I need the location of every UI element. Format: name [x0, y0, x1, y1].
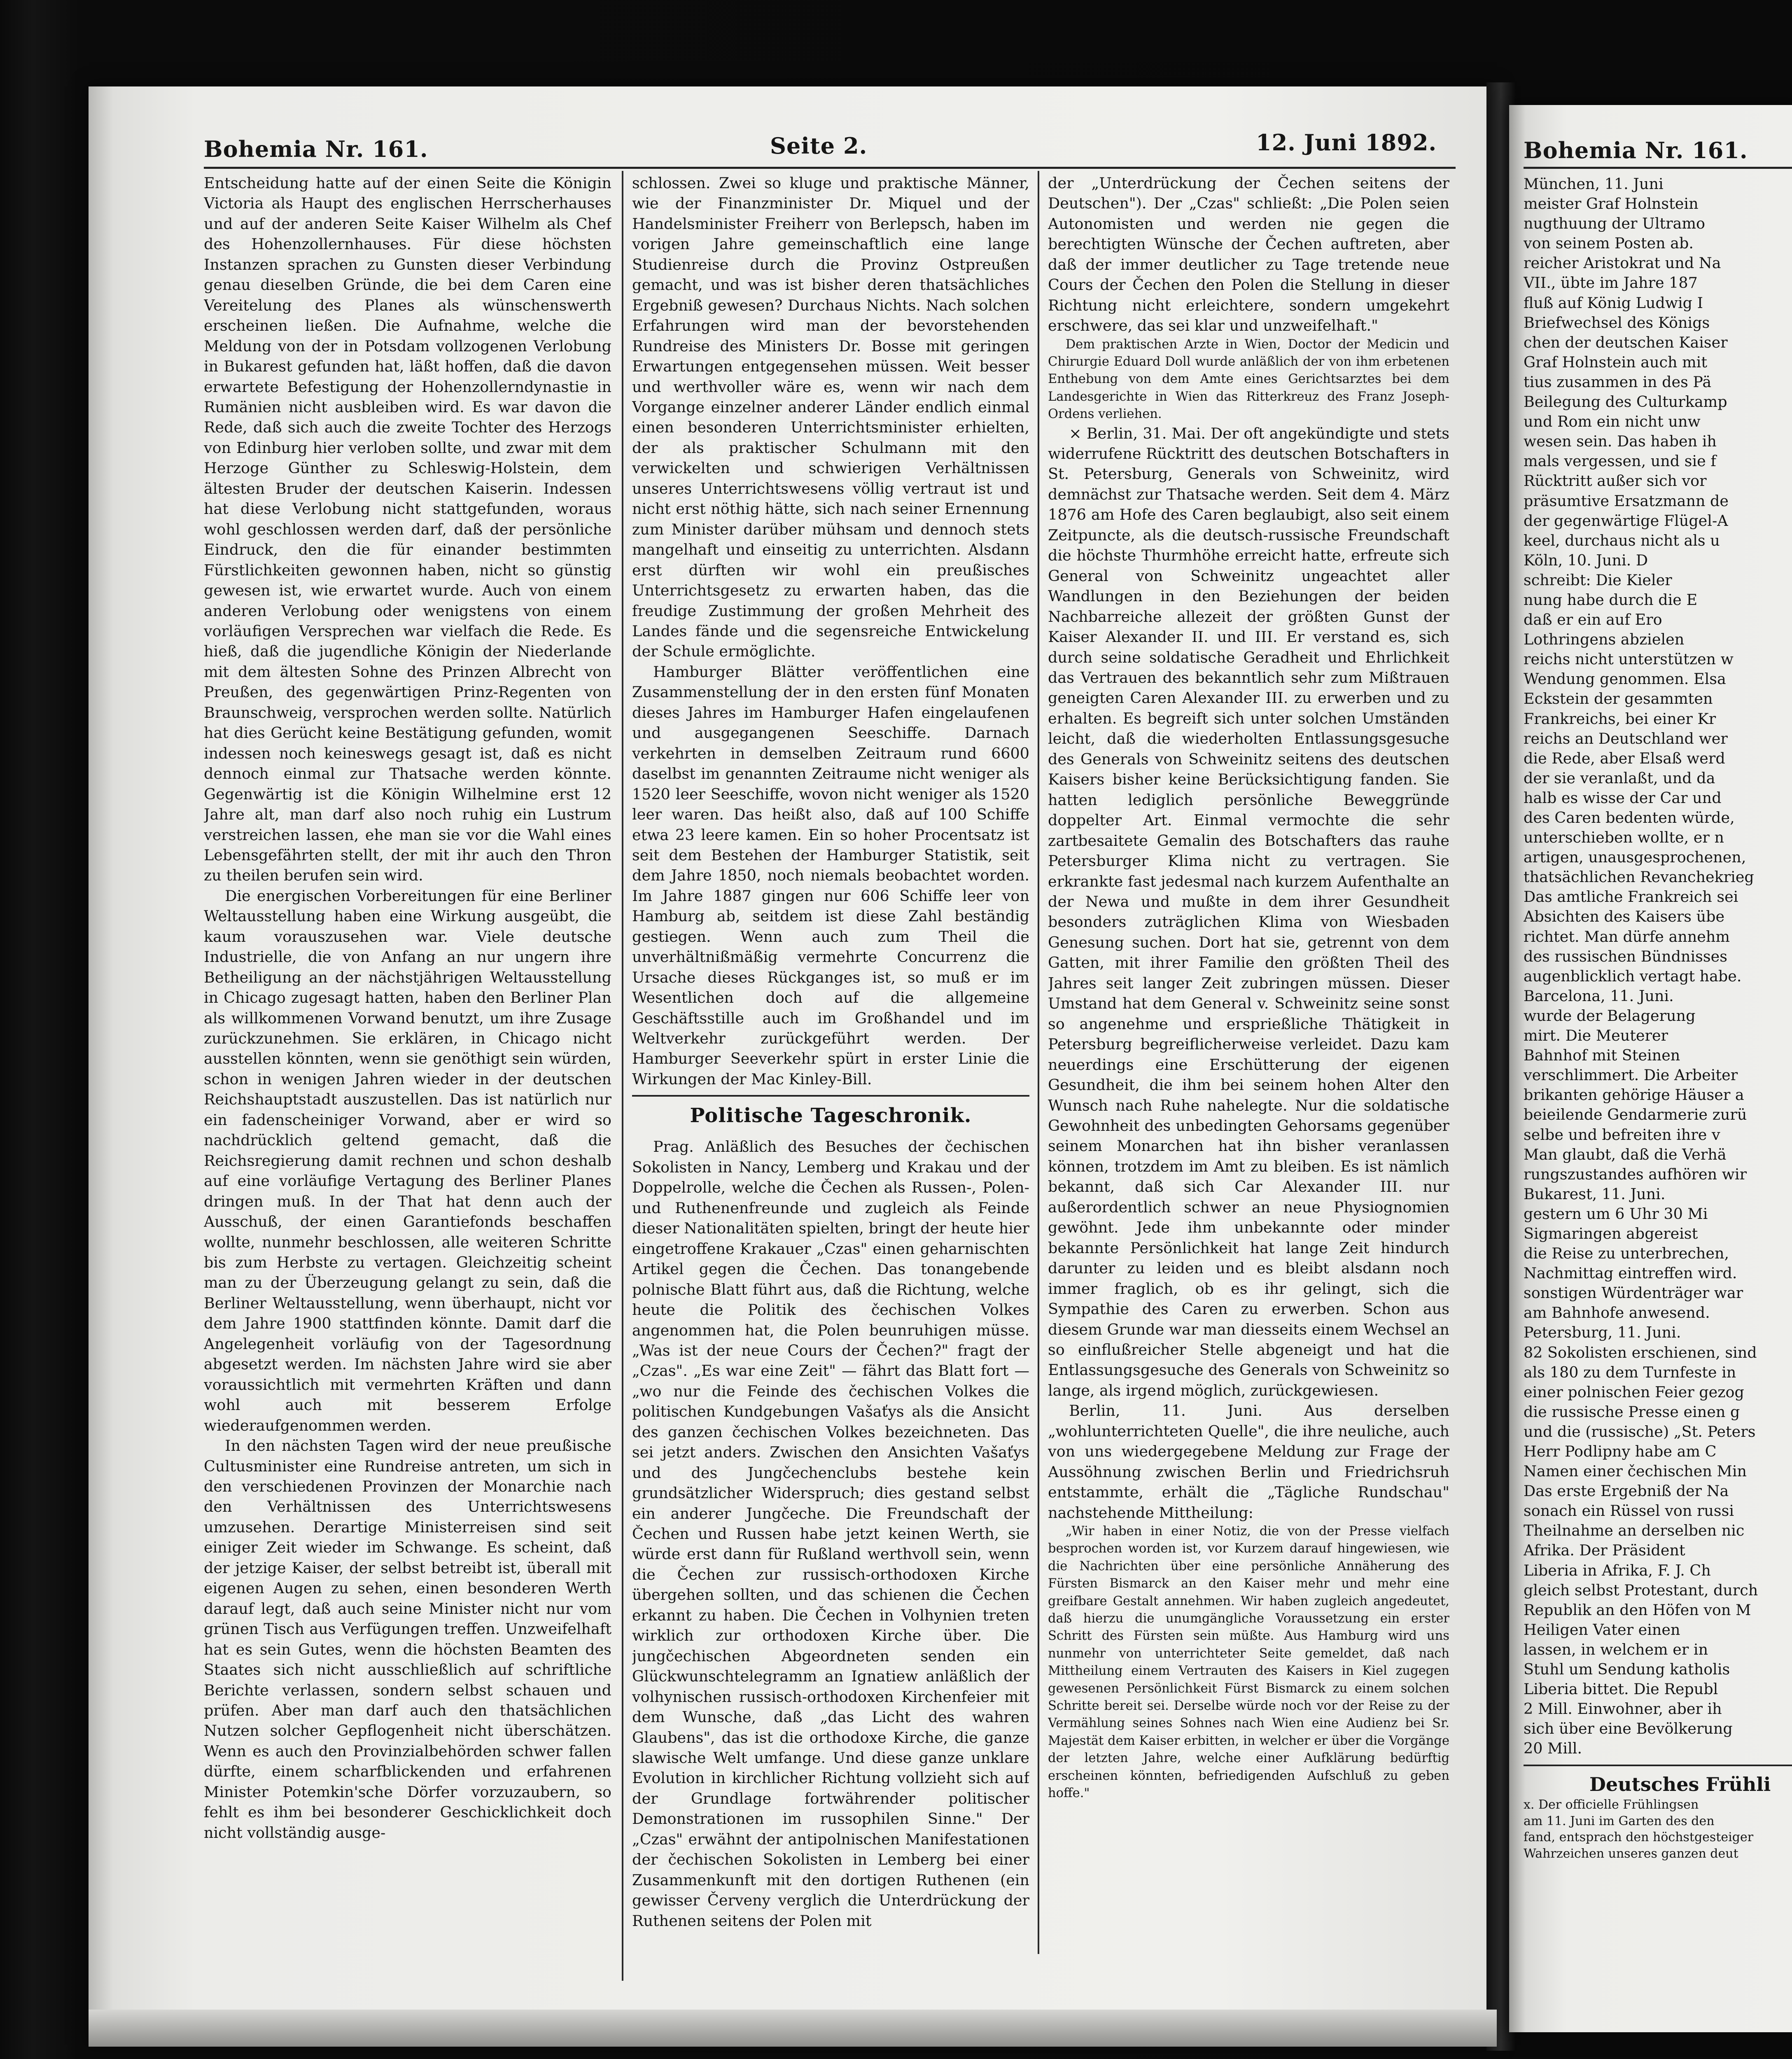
facing-line: richtet. Man dürfe annehm	[1524, 927, 1730, 945]
facing-line: Graf Holnstein auch mit	[1524, 353, 1708, 371]
facing-line: beieilende Gendarmerie zurü	[1524, 1106, 1747, 1124]
facing-line: Liberia in Afrika, F. J. Ch	[1524, 1561, 1711, 1579]
facing-line: fand, entsprach den höchstgesteiger	[1524, 1830, 1754, 1845]
facing-line: der sie veranlaßt, und da	[1524, 769, 1715, 787]
facing-line: VII., übte im Jahre 187	[1524, 274, 1698, 292]
article-paragraph: der „Unterdrückung der Čechen seitens der Deutschen"). Der „Czas" schließt: „Die Polen seien Autonomisten und werden nie gegen die berechtigten Wünsche der Čechen auftreten, aber daß der immer deutlicher zu Tage tretende neue Cours der Čechen den Polen die Stellung in dieser Richtung nicht erleichtere, sondern umgekehrt erschwere, das sei klar und unzweifelhaft."	[1048, 174, 1449, 335]
facing-line: meister Graf Holnstein	[1524, 195, 1699, 213]
facing-line: schreibt: Die Kieler	[1524, 571, 1672, 589]
facing-line: Afrika. Der Präsident	[1524, 1541, 1685, 1559]
facing-line: unterschieben wollte, er n	[1524, 829, 1724, 847]
facing-line: Das amtliche Frankreich sei	[1524, 888, 1738, 906]
facing-line: Briefwechsel des Königs	[1524, 313, 1710, 331]
facing-line: rungszustandes aufhören wir	[1524, 1165, 1747, 1183]
facing-line: mals vergessen, und sie f	[1524, 452, 1716, 470]
facing-line: mirt. Die Meuterer	[1524, 1027, 1668, 1045]
facing-line: Köln, 10. Juni. D	[1524, 551, 1648, 569]
facing-line: gestern um 6 Uhr 30 Mi	[1524, 1205, 1708, 1223]
facing-line: die Rede, aber Elsaß werd	[1524, 749, 1725, 767]
column-divider-1	[622, 171, 623, 1981]
facing-page-content	[1509, 105, 1792, 2032]
facing-line: wurde der Belagerung	[1524, 1006, 1696, 1025]
facing-line: Beilegung des Culturkamp	[1524, 393, 1727, 411]
facing-line: wesen sein. Das haben ih	[1524, 432, 1717, 451]
facing-column	[1524, 174, 1792, 1862]
article-paragraph: Die energischen Vorbereitungen für eine Berliner Weltausstellung haben eine Wirkung ausgeübt, die kaum vorauszusehen war. Viele deutsche Industrielle, die von Anfang an nur ungern ihre Betheiligung an der nächstjährigen Weltausstellung in Chicago zugesagt hatten, haben den Berliner Plan als willkommenen Vorwand benutzt, um ihre Zusage zurückzunehmen. Sie erklären, in Chicago nicht ausstellen könnten, wenn sie genöthigt sein würden, schon in wenigen Jahren wieder in der deutschen Reichshauptstadt auszustellen. Das ist natürlich nur ein fadenscheiniger Vorwand, aber er wird so nachdrücklich geltend gemacht, daß die Reichsregierung damit rechnen und schon deshalb auf eine vorläufige Vertagung des Berliner Planes dringen muß. In der That hat denn auch der Ausschuß, der einen Garantiefonds beschaffen wollte, nunmehr beschlossen, alle weiteren Schritte bis zum Herbste zu vertagen. Gleichzeitig scheint man zu der Überzeugung gelangt zu sein, daß die Berliner Weltausstellung, wenn überhaupt, nicht vor dem Jahre 1900 stattfinden könnte. Damit darf die Angelegenheit vorläufig von der Tagesordnung abgesetzt werden. Im nächsten Jahre wird sie aber voraussichtlich mit vermehrten Kräften und dann wohl auch mit besserem Erfolge wiederaufgenommen werden.	[204, 887, 611, 1434]
facing-line: die Reise zu unterbrechen,	[1524, 1244, 1729, 1263]
facing-line: München, 11. Juni	[1524, 175, 1664, 193]
facing-line: Petersburg, 11. Juni.	[1524, 1324, 1681, 1342]
facing-line: gleich selbst Protestant, durch	[1524, 1581, 1758, 1599]
facing-masthead: Bohemia Nr. 161.	[1524, 137, 1748, 163]
section-title: Politische Tageschronik.	[690, 1104, 972, 1128]
facing-line: halb es wisse der Car und	[1524, 789, 1722, 807]
facing-line: 20 Mill.	[1524, 1739, 1582, 1758]
facing-line: sich über eine Bevölkerung	[1524, 1720, 1733, 1738]
article-paragraph: Entscheidung hatte auf der einen Seite die Königin Victoria als Haupt des englischen Herrscherhauses und auf der anderen Seite Kaiser Wilhelm als Chef des Hohenzollernhauses. Für diese höchsten Instanzen sprachen zu Gunsten dieser Verbindung genau dieselben Gründe, die bei dem Caren eine Vereitelung des Planes als wünschenswerth erscheinen ließen. Die Aufnahme, welche die Meldung von der in Potsdam vollzogenen Verlobung in Bukarest gefunden hat, läßt hoffen, daß die davon erwartete Befestigung der Hohenzollerndynastie in Rumänien nicht ausbleiben wird. Es war davon die Rede, daß sich auch die zweite Tochter des Herzogs von Edinburg hier verloben sollte, und zwar mit dem Herzoge Günther zu Schleswig-Holstein, dem ältesten Bruder der deutschen Kaiserin. Indessen hat diese Verlobung nicht stattgefunden, woraus wohl geschlossen werden darf, daß der persönliche Eindruck, den die für einander bestimmten Fürstlichkeiten gewonnen haben, nicht so günstig gewesen ist, wie erwartet wurde. Auch von einem anderen Verlobung oder wenigstens von einem vorläufigen Versprechen war vielfach die Rede. Es hieß, daß die jugendliche Königin der Niederlande mit dem ältesten Sohne des Prinzen Albrecht von Preußen, des gegenwärtigen Prinz-Regenten von Braunschweig, versprochen werden sollte. Natürlich hat dies Gerücht keine Bestätigung gefunden, womit indessen noch keineswegs gesagt ist, daß es nicht dennoch einmal zur Thatsache werden könnte. Gegenwärtig ist die Königin Wilhelmine erst 12 Jahre alt, man darf also noch ruhig ein Lustrum verstreichen lassen, ehe man sie vor die Wahl eines Lebensgefährten stellt, der mit ihr auch den Thron zu theilen berufen sein wird.	[204, 174, 611, 885]
facing-line: verschlimmert. Die Arbeiter	[1524, 1066, 1738, 1084]
facing-line: als 180 zu dem Turnfeste in	[1524, 1363, 1736, 1381]
facing-line: von seinem Posten ab.	[1524, 234, 1694, 252]
issue-date: 12. Juni 1892.	[1256, 129, 1437, 156]
facing-line: Sigmaringen abgereist	[1524, 1224, 1698, 1242]
facing-line: Lothringens abzielen	[1524, 630, 1685, 649]
facing-line: Liberia bittet. Die Republ	[1524, 1680, 1718, 1698]
facing-line: Republik an den Höfen von M	[1524, 1601, 1751, 1619]
quoted-paragraph: „Wir haben in einer Notiz, die von der Presse vielfach besprochen worden ist, vor Kurzem darauf hingewiesen, wie die Nachrichten über eine persönliche Annäherung des Fürsten Bismarck an den Kaiser mehr und mehr eine greifbare Gestalt annehmen. Wir haben zugleich angedeutet, daß hierzu die unumgängliche Voraussetzung ein erster Schritt des Fürsten sein müßte. Aus Hamburg wird uns nunmehr von unterrichteter Seite gemeldet, daß nach Mittheilung einem Vertrauten des Kaisers in Kiel zugegen gewesenen Persönlichkeit Fürst Bismarck zu einem solchen Schritte bereit sei. Derselbe würde noch vor der Reise zu der Vermählung seines Sohnes nach Wien eine Audienz bei Sr. Majestät dem Kaiser erbitten, in welcher er über die Vorgänge der letzten Jahre, welche einer Aufklärung bedürftig erscheinen könnten, befriedigenden Aufschluß zu geben hoffe."	[1048, 1524, 1449, 1800]
article-paragraph: Berlin, 11. Juni. Aus derselben „wohlunterrichteten Quelle", die ihre neuliche, auch von uns wiedergegebene Meldung zur Frage der Aussöhnung zwischen Berlin und Friedrichsruh entstammte, erhält die „Tägliche Rundschau" nachstehende Mittheilung:	[1048, 1402, 1449, 1522]
facing-line: reichs nicht unterstützen w	[1524, 650, 1734, 668]
notice-paragraph: Dem praktischen Arzte in Wien, Doctor der Medicin und Chirurgie Eduard Doll wurde anläßlich der von ihm erbetenen Enthebung von dem Amte eines Gerichtsarztes bei dem Landesgerichte in Wien das Ritterkreuz des Franz Joseph-Ordens verliehen.	[1048, 337, 1449, 422]
facing-line: 82 Sokolisten erschienen, sind	[1524, 1343, 1757, 1361]
masthead: Bohemia Nr. 161.	[204, 136, 428, 162]
facing-line: am 11. Juni im Garten des den	[1524, 1814, 1715, 1828]
section-rule	[632, 1095, 1029, 1097]
facing-line: Nachmittag eintreffen wird.	[1524, 1264, 1737, 1282]
facing-header-rule	[1524, 167, 1792, 169]
facing-line: sonach ein Rüssel von russi	[1524, 1502, 1734, 1520]
facing-line: chen der deutschen Kaiser	[1524, 333, 1728, 351]
article-column-1	[204, 173, 611, 1985]
facing-line: und Rom ein nicht unw	[1524, 413, 1701, 431]
facing-line: Namen einer čechischen Min	[1524, 1462, 1747, 1480]
facing-line: Wendung genommen. Elsa	[1524, 670, 1726, 688]
facing-line: Rücktritt außer sich vor	[1524, 472, 1707, 490]
facing-line: Wahrzeichen unseres ganzen deut	[1524, 1846, 1738, 1861]
facing-line: Man glaubt, daß die Verhä	[1524, 1145, 1727, 1163]
facing-line: und die (russische) „St. Peters	[1524, 1422, 1756, 1440]
facing-line: keel, durchaus nicht als u	[1524, 531, 1720, 549]
article-column-2	[632, 173, 1029, 1985]
facing-line: thatsächlichen Revanchekrieg	[1524, 868, 1754, 886]
facing-line: daß er ein auf Ero	[1524, 611, 1662, 629]
facing-line: nung habe durch die E	[1524, 591, 1698, 609]
facing-line: einer polnischen Feier gezog	[1524, 1383, 1744, 1401]
facing-line: reicher Aristokrat und Na	[1524, 254, 1721, 272]
facing-line: artigen, unausgesprochenen,	[1524, 848, 1746, 866]
facing-line: sonstigen Würdenträger war	[1524, 1284, 1743, 1302]
facing-line: x. Der officielle Frühlingsen	[1524, 1798, 1699, 1812]
page-number: Seite 2.	[770, 133, 868, 159]
facing-line: Heiligen Vater einen	[1524, 1620, 1680, 1639]
article-paragraph: Hamburger Blätter veröffentlichen eine Zusammenstellung der in den ersten fünf Monaten dieses Jahres im Hamburger Hafen eingelaufenen und ausgegangenen Seeschiffe. Darnach verkehrten in demselben Zeitraum rund 6600 daselbst im genannten Zeitraume nicht weniger als 1520 leer Seeschiffe, wovon nicht weniger als 1520 leer waren. Das heißt also, daß auf 100 Schiffe etwa 23 leere kamen. Ein so hoher Procentsatz ist seit dem Bestehen der Hamburger Statistik, seit dem Jahre 1850, noch niemals beobachtet worden. Im Jahre 1887 gingen nur 606 Schiffe leer von Hamburg ab, seitdem ist diese Zahl beständig gestiegen. Wenn auch zum Theil die unverhältnißmäßig vermehrte Concurrenz die Ursache dieses Rückganges ist, so muß er im Wesentlichen doch auf die allgemeine Geschäftsstille auch im Großhandel und im Weltverkehr zurückgeführt werden. Der Hamburger Seeverkehr spürt in erster Linie die Wirkungen der Mac Kinley-Bill.	[632, 663, 1029, 1088]
facing-line: Stuhl um Sendung katholis	[1524, 1660, 1730, 1678]
facing-line: Theilnahme an derselben nic	[1524, 1522, 1745, 1540]
facing-line: nugthuung der Ultramo	[1524, 215, 1705, 233]
facing-line: am Bahnhofe anwesend.	[1524, 1304, 1710, 1322]
article-paragraph: × Berlin, 31. Mai. Der oft angekündigte und stets widerrufene Rücktritt des deutschen Botschafters in St. Petersburg, Generals von Schweinitz, wird demnächst zur Thatsache werden. Seit dem 4. März 1876 am Hofe des Caren beglaubigt, also seit einem Zeitpuncte, als die deutsch-russische Freundschaft die höchste Thurmhöhe erreicht hatte, erfreute sich General von Schweinitz ungeachtet aller Wandlungen in den Beziehungen der beiden Nachbarreiche allezeit der größten Gunst der Kaiser Alexander II. und III. Er verstand es, sich durch seine soldatische Geradheit und Ehrlichkeit das Vertrauen des bekanntlich sehr zum Mißtrauen geneigten Caren Alexander III. zu erwerben und zu erhalten. Es begreift sich unter solchen Umständen leicht, daß die wiederholten Entlassungsgesuche des Generals von Schweinitz seitens des deutschen Kaisers bisher keine Berücksichtigung fanden. Sie hatten lediglich persönliche Beweggründe doppelter Art. Einmal vermochte die sehr zartbesaitete Gemalin des Botschafters das rauhe Petersburger Klima nicht zu vertragen. Sie erkrankte fast jedesmal nach kurzem Aufenthalte an der Newa und mußte in dem ihrer Gesundheit besonders zuträglichen Klima von Wiesbaden Genesung suchen. Dort hat sie, getrennt von dem Gatten, mit ihrer Familie den größten Theil des Jahres seit langer Zeit zubringen müssen. Dieser Umstand hat dem General v. Schweinitz seine sonst so angenehme und ersprießliche Thätigkeit in Petersburg begreiflicherweise verleidet. Dazu kam neuerdings eine Erschütterung der eigenen Gesundheit, die ihm bei seinem hohen Alter den Wunsch nach Ruhe nahelegte. Nur die soldatische Gewohnheit des unbedingten Gehorsams gegenüber seinem Monarchen hat ihn bisher veranlassen können, trotzdem im Amt zu bleiben. Es ist nämlich bekannt, daß sich Car Alexander III. nur außerordentlich schwer an neue Physiognomien gewöhnt. Jede ihm unbekannte oder minder bekannte Persönlichkeit hat lange Zeit hindurch darunter zu leiden und es bleibt alsdann noch immer fraglich, ob es ihr gelingt, sich die Sympathie des Caren zu erwerben. Schon aus diesem Grunde war man diesseits einem Wechsel an so einflußreicher Stelle abgeneigt und hat die Entlassungsgesuche des Generals von Schweinitz so lange, als irgend möglich, zurückgewiesen.	[1048, 424, 1449, 1399]
header-rule	[204, 167, 1456, 169]
facing-line: augenblicklich vertagt habe.	[1524, 967, 1742, 985]
article-paragraph: schlossen. Zwei so kluge und praktische Männer, wie der Finanzminister Dr. Miquel und der Handelsminister Freiherr von Berlepsch, haben im vorigen Jahre gemeinschaftlich eine lange Studienreise durch die Provinz Ostpreußen gemacht, und was ist bisher deren thatsächliches Ergebniß gewesen? Durchaus Nichts. Nach solchen Erfahrungen wird man der bevorstehenden Rundreise des Ministers Dr. Bosse mit geringen Erwartungen entgegensehen müssen. Weit besser und werthvoller wäre es, wenn wir nach dem Vorgange einzelner anderer Länder endlich einmal einen besonderen Unterrichtsminister erhielten, der als praktischer Schulmann mit den verwickelten und schwierigen Verhältnissen unseres Unterrichtswesens völlig vertraut ist und nicht erst nöthig hätte, sich nach seiner Ernennung zum Minister darüber mühsam und dennoch stets mangelhaft und einseitig zu unterrichten. Alsdann erst dürften wir wohl ein preußisches Unterrichtsgesetz zu erwarten haben, das die freudige Zustimmung der großen Mehrheit des Landes fände und die segensreiche Entwickelung der Schule ermöglichte.	[632, 174, 1029, 661]
facing-line: die russische Presse einen g	[1524, 1403, 1740, 1421]
article-column-3	[1048, 173, 1449, 1964]
article-paragraph: Prag. Anläßlich des Besuches der čechischen Sokolisten in Nancy, Lemberg und Krakau und der Doppelrolle, welche die Čechen als Russen-, Polen- und Ruthenenfreunde und zugleich als Feinde dieser Nationalitäten spielten, bringt der heute hier eingetroffene Krakauer „Czas" einen geharnischten Artikel gegen die Čechen. Das tonangebende polnische Blatt führt aus, daß die Richtung, welche heute die Politik des čechischen Volkes angenommen hat, die Polen beunruhigen müsse. „Was ist der neue Cours der Čechen?" fragt der „Czas". „Es war eine Zeit" — fährt das Blatt fort — „wo nur die Feinde des čechischen Volkes die politischen Kundgebungen Vašaťys als die Ansicht des ganzen čechischen Volkes bezeichneten. Das sei jetzt anders. Zwischen den Ansichten Vašaťys und des Jungčechenclubs bestehe kein grundsätzlicher Widerspruch; dies gestand selbst ein anderer Jungčeche. Die Freundschaft der Čechen und Russen habe jetzt keinen Werth, sie würde erst dann für Rußland werthvoll sein, wenn die Čechen zur russisch-orthodoxen Kirche übergehen sollten, und das schienen die Čechen erkannt zu haben. Die Čechen in Volhynien treten wirklich zur orthodoxen Kirche über. Die jungčechischen Abgeordneten senden ein Glückwunschtelegramm an Ignatiew anläßlich der volhynischen russisch-orthodoxen Kirchenfeier mit dem Wunsche, daß „das Licht des wahren Glaubens", das ist die orthodoxe Kirche, die ganze slawische Welt umfange. Und diese ganze unklare Evolution in kirchlicher Richtung vollzieht sich auf der Grundlage fortwährender politischer Demonstrationen im russophilen Sinne." Der „Czas" erwähnt der antipolnischen Manifestationen der čechischen Sokolisten in Lemberg bei einer Zusammenkunft mit den dortigen Ruthenen (ein gewisser Červeny verglich die Unterdrückung der Ruthenen seitens der Polen mit	[632, 1138, 1029, 1930]
facing-line: Absichten des Kaisers übe	[1524, 908, 1725, 926]
facing-line: fluß auf König Ludwig I	[1524, 294, 1703, 312]
facing-section-rule	[1524, 1765, 1792, 1766]
facing-line: tius zusammen in des Pä	[1524, 373, 1712, 391]
facing-line: Eckstein der gesammten	[1524, 690, 1713, 708]
facing-line: brikanten gehörige Häuser a	[1524, 1086, 1744, 1104]
facing-line: selbe und befreiten ihre v	[1524, 1125, 1720, 1144]
facing-line: Bahnhof mit Steinen	[1524, 1046, 1680, 1065]
facing-section-title: Deutsches Frühli	[1589, 1773, 1771, 1795]
facing-line: lassen, in welchem er in	[1524, 1640, 1708, 1658]
facing-line: des Caren bedenten würde,	[1524, 809, 1735, 826]
facing-line: Bukarest, 11. Juni.	[1524, 1185, 1666, 1203]
facing-line: Das erste Ergebniß der Na	[1524, 1482, 1729, 1500]
facing-line: der gegenwärtige Flügel-A	[1524, 511, 1728, 530]
facing-line: Barcelona, 11. Juni.	[1524, 987, 1674, 1005]
facing-line: Herr Podlipny habe am C	[1524, 1443, 1717, 1460]
facing-line: reichs an Deutschland wer	[1524, 729, 1728, 747]
page-bottom-fold	[89, 2010, 1497, 2047]
article-paragraph: In den nächsten Tagen wird der neue preußische Cultusminister eine Rundreise antreten, um sich in den verschiedenen Provinzen der Monarchie nach den Verhältnissen des Unterrichtswesens umzusehen. Derartige Ministerreisen sind seit einiger Zeit wieder im Schwange. Es scheint, daß der jetzige Kaiser, der selbst betreibt ist, überall mit eigenen Augen zu sehen, einen besonderen Werth darauf legt, daß auch seine Minister nicht nur vom grünen Tisch aus Verfügungen treffen. Unzweifelhaft hat es sein Gutes, wenn die höchsten Beamten des Staates sich nicht ausschließlich auf schriftliche Berichte verlassen, sondern selbst schauen und prüfen. Aber man darf auch den thatsächlichen Nutzen solcher Gepflogenheit nicht überschätzen. Wenn es auch den Provinzialbehörden schwer fallen dürfte, einem scharfblickenden und erfahrenen Minister Potemkin'sche Dörfer vorzuzaubern, so fehlt es ihm bei besonderer Geschicklichkeit doch nicht vollständig ausge-	[204, 1437, 611, 1842]
facing-line: des russischen Bündnisses	[1524, 947, 1727, 965]
facing-line: 2 Mill. Einwohner, aber ih	[1524, 1700, 1722, 1718]
facing-line: Frankreichs, bei einer Kr	[1524, 710, 1716, 728]
column-divider-2	[1038, 171, 1039, 1954]
facing-line: präsumtive Ersatzmann de	[1524, 492, 1729, 510]
